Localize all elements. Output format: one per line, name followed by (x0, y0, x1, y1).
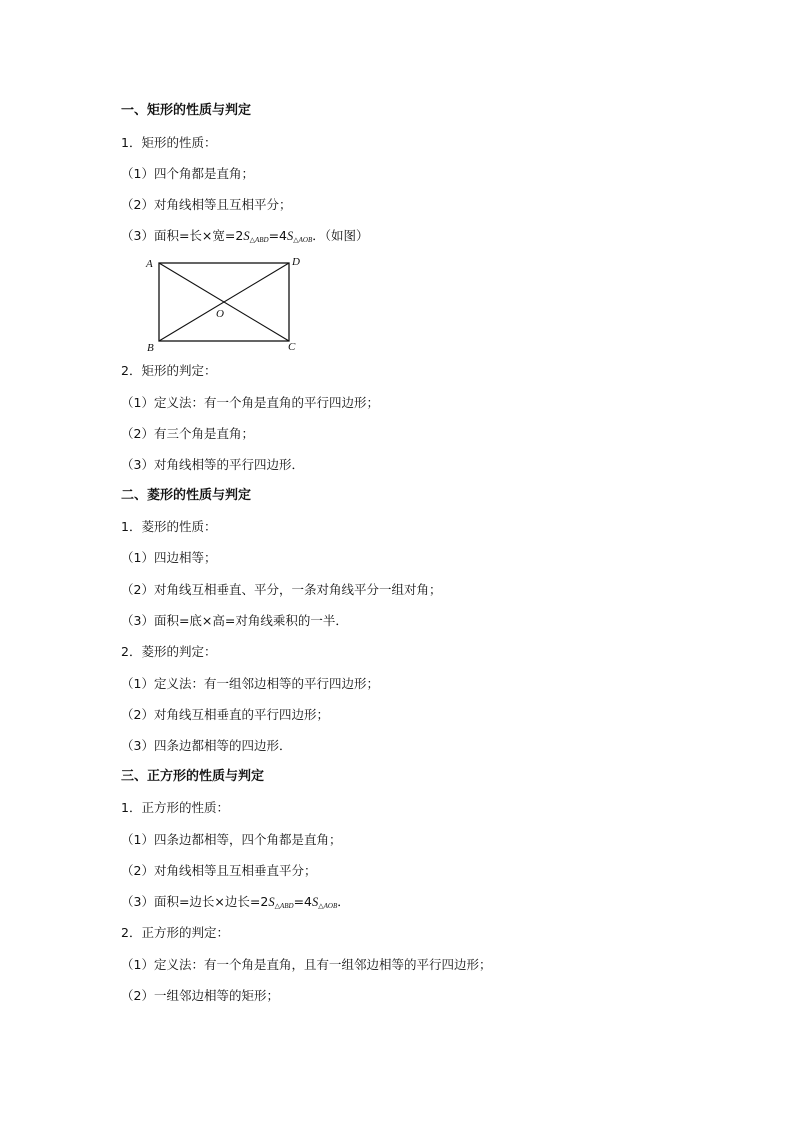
rectangle-diagram (143, 253, 308, 356)
center-label-o: O (216, 308, 224, 320)
s2-properties-title: 1．菱形的性质： (121, 519, 217, 534)
s3-p3-mid: =4 (293, 894, 313, 909)
s3-judgement-2: （2）一组邻边相等的矩形； (121, 988, 279, 1003)
s1-judgement-title: 2．矩形的判定： (121, 363, 217, 378)
s1-p3-suffix: ．（如图） (312, 228, 369, 243)
s2-judgement-title: 2．菱形的判定： (121, 644, 217, 659)
s2-property-3: （3）面积=底×高=对角线乘积的一半． (121, 613, 348, 628)
s1-judgement-1: （1）定义法：有一个角是直角的平行四边形； (121, 395, 379, 410)
s1-p3-prefix: （3）面积=长×宽=2 (121, 228, 244, 243)
s3-p3-s2: S (312, 895, 319, 909)
s3-property-2: （2）对角线相等且互相垂直平分； (121, 863, 317, 878)
s1-p3-sub2: △AOB (293, 236, 313, 244)
vertex-label-c: C (288, 341, 296, 353)
s3-judgement-1: （1）定义法：有一个角是直角，且有一组邻边相等的平行四边形； (121, 957, 492, 972)
section-1-heading: 一、矩形的性质与判定 (121, 103, 252, 118)
s2-property-1: （1）四边相等； (121, 550, 217, 565)
vertex-label-a: A (146, 258, 153, 270)
section-3-heading: 三、正方形的性质与判定 (121, 769, 265, 784)
s1-property-3 (121, 227, 369, 249)
s3-p3-s1: S (268, 895, 275, 909)
s1-properties-title: 1．矩形的性质： (121, 135, 217, 150)
s2-property-2: （2）对角线互相垂直、平分，一条对角线平分一组对角； (121, 582, 442, 597)
s3-p3-sub1: △ABD (274, 902, 294, 910)
s3-p3-prefix: （3）面积=边长×边长=2 (121, 894, 269, 909)
vertex-label-d: D (292, 256, 300, 268)
s1-property-2: （2）对角线相等且互相平分； (121, 197, 292, 212)
s1-p3-s1: S (243, 229, 250, 243)
s1-p3-sub1: △ABD (249, 236, 269, 244)
s2-judgement-2: （2）对角线互相垂直的平行四边形； (121, 707, 329, 722)
s3-p3-sub2: △AOB (318, 902, 338, 910)
s3-property-1: （1）四条边都相等，四个角都是直角； (121, 832, 342, 847)
rectangle-figure (143, 253, 308, 356)
section-2-heading: 二、菱形的性质与判定 (121, 488, 252, 503)
s3-judgement-title: 2．正方形的判定： (121, 925, 229, 940)
s2-judgement-1: （1）定义法：有一组邻边相等的平行四边形； (121, 676, 379, 691)
s3-properties-title: 1．正方形的性质： (121, 800, 229, 815)
s1-judgement-2: （2）有三个角是直角； (121, 426, 254, 441)
s1-judgement-3: （3）对角线相等的平行四边形． (121, 457, 304, 472)
vertex-label-b: B (147, 342, 154, 354)
s2-judgement-3: （3）四条边都相等的四边形． (121, 738, 292, 753)
s1-p3-s2: S (287, 229, 294, 243)
s3-p3-suffix: ． (337, 894, 350, 909)
s1-p3-mid: =4 (268, 228, 288, 243)
s1-property-1: （1）四个角都是直角； (121, 166, 254, 181)
s3-property-3 (121, 893, 350, 915)
